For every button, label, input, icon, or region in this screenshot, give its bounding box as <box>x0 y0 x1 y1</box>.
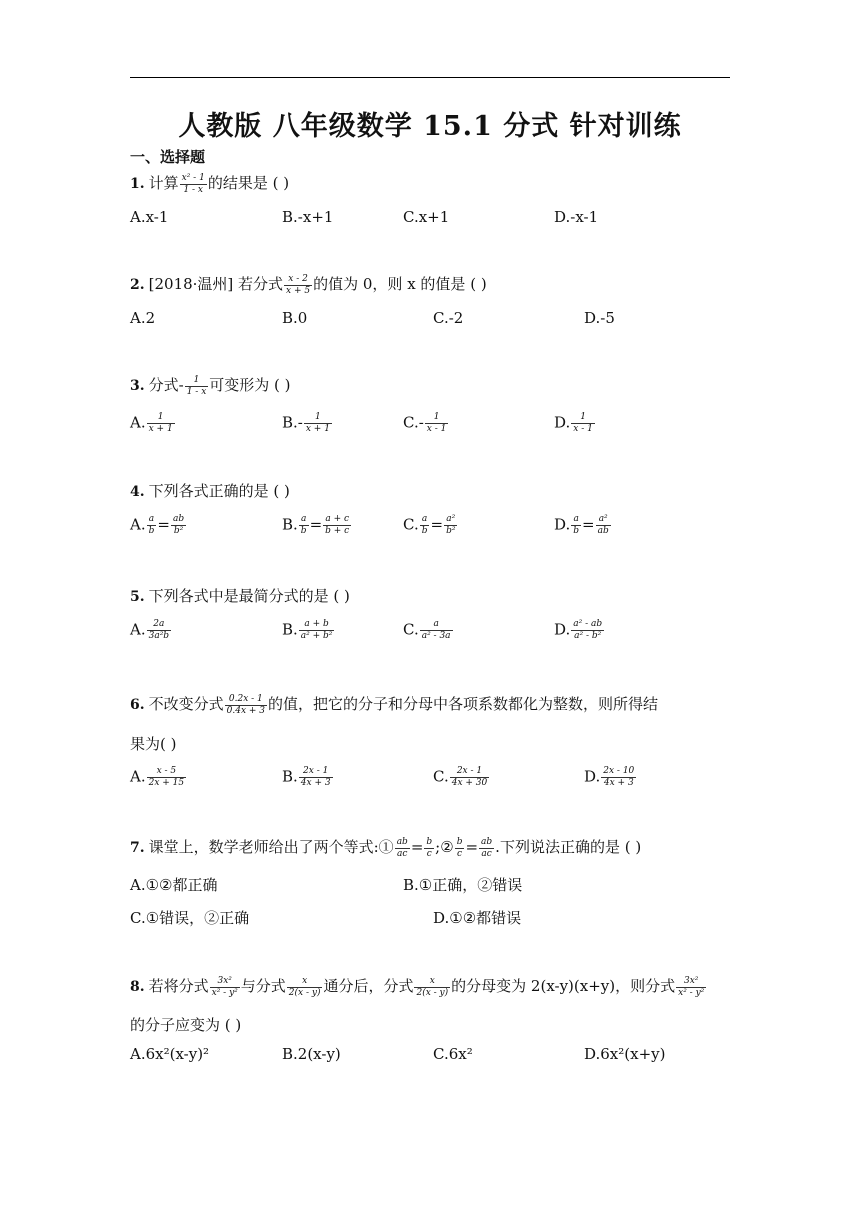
q1-option-d[interactable]: D.-x-1 <box>554 208 599 226</box>
q7-option-d[interactable]: D.①②都错误 <box>433 909 522 927</box>
q6-option-d[interactable]: D. $\frac{2x - 10}{4x + 3}$ <box>584 766 635 788</box>
section-heading: 一、选择题 <box>130 148 206 166</box>
fraction: $\frac{x - 2}{x + 5}$ <box>286 273 311 296</box>
q1-option-a[interactable]: A.x-1 <box>130 208 169 226</box>
fraction: $\frac{\text{x² - 1}}{1 - x}$ <box>181 172 205 195</box>
q6-option-a[interactable]: A. $\frac{x - 5}{2x + 15}$ <box>130 766 185 788</box>
question-8: 8. 若将分式 $\frac{\text{3x²}}{\text{x² - y²}}$ 与分式 $\frac{x}{2(x - y)}$ 通分后，分式 $\frac{x}{2(x - y)}$ 的分母变为 2(x-y)(x+y)，则分式 $\frac{\text{3x²}}{\text{x² - y²}}$ <box>130 975 705 998</box>
q3-option-c[interactable]: C.- $\frac{1}{x - 1}$ <box>403 412 447 434</box>
question-6-continued: 果为( ) <box>130 735 177 753</box>
q2-option-d[interactable]: D.-5 <box>584 309 615 327</box>
question-4: 4. 下列各式正确的是 ( ) <box>130 482 290 500</box>
question-1: 1. 计算 $\frac{\text{x² - 1}}{1 - x}$ 的结果是 ( ) <box>130 172 290 195</box>
q2-option-a[interactable]: A.2 <box>130 309 156 327</box>
q8-option-b[interactable]: B.2(x-y) <box>282 1045 341 1063</box>
q1-option-c[interactable]: C.x+1 <box>403 208 450 226</box>
fraction: $\frac{1}{1 - x}$ <box>186 374 207 397</box>
q5-option-d[interactable]: D. $\frac{\text{a² - ab}}{\text{a² - b²}}$ <box>554 619 603 641</box>
question-3: 3. 分式- $\frac{1}{1 - x}$ 可变形为 ( ) <box>130 374 291 397</box>
fraction: $\frac{0.2x - 1}{0.4x + 3}$ <box>226 693 266 716</box>
q4-option-c[interactable]: C. $\frac{a}{b}$ = $\frac{\text{a²}}{\text{b²}}$ <box>403 514 456 536</box>
q4-option-a[interactable]: A. $\frac{a}{b}$ = $\frac{ab}{\text{b²}}$ <box>130 514 185 536</box>
q1-option-b[interactable]: B.-x+1 <box>282 208 334 226</box>
q6-option-b[interactable]: B. $\frac{2x - 1}{4x + 3}$ <box>282 766 331 788</box>
q3-option-d[interactable]: D. $\frac{1}{x - 1}$ <box>554 412 593 434</box>
q7-option-a[interactable]: A.①②都正确 <box>130 876 218 894</box>
q5-option-a[interactable]: A. $\frac{2a}{\text{3a²b}}$ <box>130 619 170 641</box>
question-2: 2. [2018·温州] 若分式 $\frac{x - 2}{x + 5}$ 的值为 0，则 x 的值是 ( ) <box>130 273 487 296</box>
q2-option-b[interactable]: B.0 <box>282 309 308 327</box>
question-5: 5. 下列各式中是最简分式的是 ( ) <box>130 587 350 605</box>
q3-option-a[interactable]: A. $\frac{1}{x + 1}$ <box>130 412 173 434</box>
question-8-continued: 的分子应变为 ( ) <box>130 1016 242 1034</box>
q4-option-d[interactable]: D. $\frac{a}{b}$ = $\frac{\text{a²}}{ab}$ <box>554 514 609 536</box>
q6-option-c[interactable]: C. $\frac{2x - 1}{4x + 30}$ <box>433 766 488 788</box>
q3-option-b[interactable]: B.- $\frac{1}{x + 1}$ <box>282 412 330 434</box>
question-6: 6. 不改变分式 $\frac{0.2x - 1}{0.4x + 3}$ 的值，把它的分子和分母中各项系数都化为整数，则所得结 <box>130 693 659 716</box>
q4-option-b[interactable]: B. $\frac{a}{b}$ = $\frac{a + c}{b + c}$ <box>282 514 350 536</box>
q5-option-b[interactable]: B. $\frac{a + b}{\text{a² + b²}}$ <box>282 619 333 641</box>
header-rule <box>130 77 730 78</box>
q5-option-c[interactable]: C. $\frac{a}{\text{a² - 3a}}$ <box>403 619 451 641</box>
q8-option-c[interactable]: C.6x² <box>433 1045 473 1063</box>
page-title: 人教版 八年级数学 15.1 分式 针对训练 <box>178 111 682 142</box>
q8-option-d[interactable]: D.6x²(x+y) <box>584 1045 666 1063</box>
question-7: 7. 课堂上，数学老师给出了两个等式:① $\frac{ab}{ac}$ = $\frac{b}{c}$ ;② $\frac{b}{c}$ = $\frac{ab}{ac}$ .下列说法正确的是 ( ) <box>130 836 642 859</box>
q2-option-c[interactable]: C.-2 <box>433 309 464 327</box>
q7-option-c[interactable]: C.①错误，②正确 <box>130 909 250 927</box>
q8-option-a[interactable]: A.6x²(x-y)² <box>130 1045 210 1063</box>
q7-option-b[interactable]: B.①正确，②错误 <box>403 876 523 894</box>
